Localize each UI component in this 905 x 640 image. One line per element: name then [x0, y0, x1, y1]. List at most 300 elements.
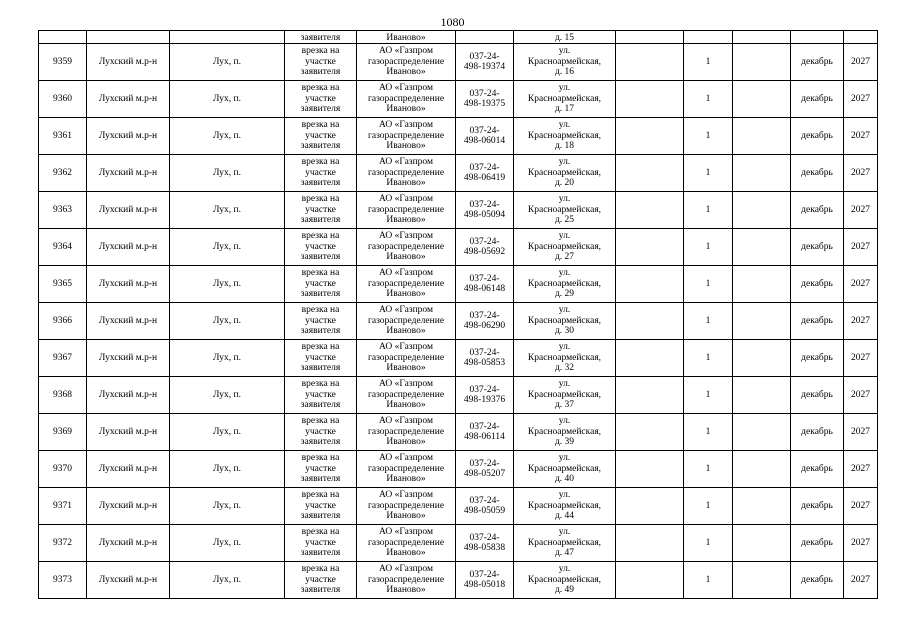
cell-count: 1 [684, 377, 733, 414]
cell-address-line: ул. [558, 453, 571, 464]
cell-district: Лухский м.р-н [87, 266, 170, 303]
cell-work [285, 266, 357, 303]
cell-address-line: Красноармейская, [527, 93, 602, 104]
cell-locality: Лух, п. [170, 340, 285, 377]
continuation-row [39, 31, 878, 44]
table-row [39, 562, 878, 599]
cell-address [514, 451, 616, 488]
cell-count [684, 31, 733, 44]
cell-address-line: ул. [558, 527, 571, 538]
cell-address-line: ул. [558, 194, 571, 205]
cell-district [87, 31, 170, 44]
table-row [39, 488, 878, 525]
cell-empty [616, 377, 684, 414]
cell-work-line: врезка на [301, 46, 340, 57]
cell-work-line: заявителя [300, 326, 341, 337]
cell-empty [616, 192, 684, 229]
cell-count: 1 [684, 451, 733, 488]
cell-code [456, 266, 514, 303]
cell-code [456, 155, 514, 192]
cell-org [357, 303, 456, 340]
cell-work-line: заявителя [300, 548, 341, 559]
cell-address: д. 15 [514, 31, 616, 44]
cell-work-line: врезка на [301, 231, 340, 242]
cell-year: 2027 [844, 562, 878, 599]
cell-district: Лухский м.р-н [87, 451, 170, 488]
cell-month: декабрь [791, 451, 844, 488]
cell-address [514, 303, 616, 340]
cell-locality: Лух, п. [170, 192, 285, 229]
cell-work-line: врезка на [301, 157, 340, 168]
cell-district: Лухский м.р-н [87, 340, 170, 377]
cell-empty [733, 192, 791, 229]
cell-work-line: заявителя [300, 215, 341, 226]
cell-district: Лухский м.р-н [87, 377, 170, 414]
cell-org-line: газораспределение [367, 574, 445, 585]
cell-work-line: врезка на [301, 342, 340, 353]
cell-work-line: врезка на [301, 527, 340, 538]
cell-org-line: АО «Газпром [378, 453, 433, 464]
cell-year: 2027 [844, 377, 878, 414]
cell-address-line: ул. [558, 342, 571, 353]
cell-address [514, 81, 616, 118]
cell-locality: Лух, п. [170, 562, 285, 599]
cell-code-line: 498-05853 [463, 358, 506, 368]
cell-address [514, 229, 616, 266]
cell-work [285, 488, 357, 525]
cell-address-line: Красноармейская, [527, 537, 602, 548]
cell-month: декабрь [791, 81, 844, 118]
cell-district: Лухский м.р-н [87, 118, 170, 155]
cell-work-line: заявителя [300, 178, 341, 189]
cell-address-line: д. 47 [554, 548, 575, 559]
cell-org-line: газораспределение [367, 56, 445, 67]
cell-code [456, 44, 514, 81]
cell-org-line: АО «Газпром [378, 194, 433, 205]
cell-work-line: участке [305, 241, 336, 252]
cell-work [285, 81, 357, 118]
cell-work-line: участке [305, 130, 336, 141]
table-row [39, 229, 878, 266]
cell-address-line: ул. [558, 564, 571, 575]
cell-code-line: 037-24- [469, 421, 500, 432]
cell-address-line: д. 30 [554, 326, 575, 337]
cell-work [285, 303, 357, 340]
cell-work [285, 229, 357, 266]
cell-address-line: ул. [558, 416, 571, 427]
cell-org-line: АО «Газпром [378, 342, 433, 353]
table-row [39, 451, 878, 488]
cell-work-line: участке [305, 167, 336, 178]
cell-work-line: заявителя [300, 585, 341, 596]
cell-org [357, 155, 456, 192]
cell-org [357, 525, 456, 562]
cell-code-line: 498-05838 [463, 543, 506, 553]
cell-org-line: АО «Газпром [378, 564, 433, 575]
cell-code [456, 488, 514, 525]
cell-empty [733, 340, 791, 377]
cell-work: заявителя [285, 31, 357, 44]
cell-locality [170, 31, 285, 44]
cell-month: декабрь [791, 44, 844, 81]
cell-org-line: АО «Газпром [378, 231, 433, 242]
cell-month: декабрь [791, 562, 844, 599]
cell-work-line: заявителя [300, 289, 341, 300]
cell-empty [733, 414, 791, 451]
cell-work-line: врезка на [301, 194, 340, 205]
cell-locality: Лух, п. [170, 81, 285, 118]
cell-locality: Лух, п. [170, 525, 285, 562]
cell-address-line: ул. [558, 379, 571, 390]
cell-work-line: участке [305, 500, 336, 511]
cell-month: декабрь [791, 266, 844, 303]
cell-locality: Лух, п. [170, 266, 285, 303]
cell-work-line: заявителя [300, 252, 341, 263]
cell-num: 9364 [39, 229, 87, 266]
cell-org [357, 340, 456, 377]
cell-address [514, 118, 616, 155]
cell-address-line: ул. [558, 83, 571, 94]
cell-code [456, 414, 514, 451]
cell-code-line: 037-24- [469, 162, 500, 173]
cell-address-line: Красноармейская, [527, 241, 602, 252]
cell-code-line: 498-05018 [463, 580, 506, 590]
cell-org-line: Иваново» [386, 178, 426, 189]
cell-org [357, 562, 456, 599]
cell-address [514, 525, 616, 562]
cell-address-line: Красноармейская, [527, 56, 602, 67]
cell-code-line: 498-05059 [463, 506, 506, 516]
cell-district: Лухский м.р-н [87, 44, 170, 81]
cell-address-line: Красноармейская, [527, 500, 602, 511]
cell-org: Иваново» [357, 31, 456, 44]
cell-year: 2027 [844, 118, 878, 155]
cell-work-line: заявителя [300, 511, 341, 522]
cell-org-line: газораспределение [367, 130, 445, 141]
cell-count: 1 [684, 562, 733, 599]
cell-month: декабрь [791, 303, 844, 340]
page-number: 1080 [440, 15, 465, 29]
cell-org-line: АО «Газпром [378, 527, 433, 538]
table-row [39, 44, 878, 81]
cell-org-line: Иваново» [386, 252, 426, 263]
cell-empty [616, 44, 684, 81]
cell-org-line: АО «Газпром [378, 268, 433, 279]
cell-address-line: д. 27 [554, 252, 575, 263]
cell-address-line: Красноармейская, [527, 574, 602, 585]
cell-work [285, 451, 357, 488]
cell-locality: Лух, п. [170, 451, 285, 488]
cell-year: 2027 [844, 488, 878, 525]
cell-org-line: АО «Газпром [378, 305, 433, 316]
cell-org-line: газораспределение [367, 93, 445, 104]
cell-address-line: Красноармейская, [527, 130, 602, 141]
cell-code [456, 340, 514, 377]
cell-empty [733, 229, 791, 266]
cell-work-line: заявителя [300, 400, 341, 411]
table-row [39, 377, 878, 414]
cell-code-line: 498-19374 [463, 62, 506, 72]
cell-num: 9373 [39, 562, 87, 599]
cell-empty [616, 155, 684, 192]
cell-org-line: АО «Газпром [378, 83, 433, 94]
cell-code-line: 037-24- [469, 495, 500, 506]
cell-address [514, 377, 616, 414]
cell-code-line: 037-24- [469, 236, 500, 247]
cell-code [456, 229, 514, 266]
cell-count: 1 [684, 525, 733, 562]
cell-code-line: 037-24- [469, 88, 500, 99]
cell-org-line: Иваново» [386, 289, 426, 300]
cell-address-line: д. 16 [554, 67, 575, 78]
cell-work [285, 155, 357, 192]
cell-address-line: ул. [558, 268, 571, 279]
cell-org-line: газораспределение [367, 278, 445, 289]
cell-code-line: 498-06419 [463, 173, 506, 183]
cell-org [357, 266, 456, 303]
cell-num: 9365 [39, 266, 87, 303]
cell-num: 9361 [39, 118, 87, 155]
cell-year: 2027 [844, 340, 878, 377]
cell-org-line: Иваново» [386, 326, 426, 337]
cell-empty [616, 31, 684, 44]
cell-locality: Лух, п. [170, 155, 285, 192]
cell-empty [616, 451, 684, 488]
cell-work-line: участке [305, 426, 336, 437]
cell-month: декабрь [791, 525, 844, 562]
cell-count: 1 [684, 340, 733, 377]
cell-code [456, 81, 514, 118]
cell-address-line: д. 18 [554, 141, 575, 152]
cell-address-line: Красноармейская, [527, 167, 602, 178]
table-row [39, 118, 878, 155]
cell-num: 9362 [39, 155, 87, 192]
cell-locality: Лух, п. [170, 488, 285, 525]
cell-address-line: ул. [558, 231, 571, 242]
cell-num: 9366 [39, 303, 87, 340]
cell-address-line: д. 40 [554, 474, 575, 485]
cell-code [456, 118, 514, 155]
cell-address-line: д. 29 [554, 289, 575, 300]
cell-code-line: 498-05207 [463, 469, 506, 479]
cell-address [514, 488, 616, 525]
cell-org-line: АО «Газпром [378, 46, 433, 57]
cell-locality: Лух, п. [170, 377, 285, 414]
cell-work [285, 525, 357, 562]
cell-district: Лухский м.р-н [87, 562, 170, 599]
cell-code-line: 037-24- [469, 125, 500, 136]
table-row [39, 81, 878, 118]
cell-month: декабрь [791, 118, 844, 155]
cell-locality: Лух, п. [170, 229, 285, 266]
register-table [38, 30, 878, 599]
cell-org-line: Иваново» [386, 511, 426, 522]
cell-year: 2027 [844, 303, 878, 340]
cell-month: декабрь [791, 192, 844, 229]
cell-num: 9359 [39, 44, 87, 81]
cell-count: 1 [684, 266, 733, 303]
cell-empty [616, 340, 684, 377]
cell-year: 2027 [844, 266, 878, 303]
cell-org-line: газораспределение [367, 500, 445, 511]
cell-address-line: ул. [558, 46, 571, 57]
cell-work-line: врезка на [301, 268, 340, 279]
cell-org-line: газораспределение [367, 167, 445, 178]
cell-org-line: газораспределение [367, 537, 445, 548]
cell-org-line: газораспределение [367, 426, 445, 437]
cell-code-line: 037-24- [469, 51, 500, 62]
cell-org-line: Иваново» [386, 400, 426, 411]
cell-year: 2027 [844, 229, 878, 266]
cell-empty [733, 451, 791, 488]
cell-num: 9370 [39, 451, 87, 488]
cell-code-line: 037-24- [469, 310, 500, 321]
cell-empty [733, 266, 791, 303]
cell-district: Лухский м.р-н [87, 488, 170, 525]
cell-work-line: заявителя [300, 437, 341, 448]
cell-empty [733, 31, 791, 44]
cell-count: 1 [684, 488, 733, 525]
cell-code-line: 037-24- [469, 347, 500, 358]
cell-org-line: газораспределение [367, 463, 445, 474]
cell-address [514, 266, 616, 303]
cell-address-line: д. 20 [554, 178, 575, 189]
cell-code-line: 037-24- [469, 199, 500, 210]
cell-code [456, 451, 514, 488]
cell-month: декабрь [791, 229, 844, 266]
cell-year: 2027 [844, 451, 878, 488]
cell-org-line: газораспределение [367, 352, 445, 363]
cell-org-line: газораспределение [367, 389, 445, 400]
cell-code [456, 192, 514, 229]
cell-work [285, 414, 357, 451]
cell-work-line: заявителя [300, 141, 341, 152]
cell-code-line: 037-24- [469, 458, 500, 469]
cell-locality: Лух, п. [170, 44, 285, 81]
cell-address-line: Красноармейская, [527, 204, 602, 215]
cell-org [357, 229, 456, 266]
cell-code-line: 037-24- [469, 569, 500, 580]
cell-code-line: 498-05094 [463, 210, 506, 220]
cell-address-line: д. 32 [554, 363, 575, 374]
cell-work-line: заявителя [300, 67, 341, 78]
cell-address [514, 340, 616, 377]
cell-code-line: 498-06114 [464, 432, 505, 442]
cell-month: декабрь [791, 488, 844, 525]
cell-empty [733, 377, 791, 414]
cell-org [357, 414, 456, 451]
cell-work [285, 562, 357, 599]
cell-work-line: врезка на [301, 83, 340, 94]
cell-year: 2027 [844, 192, 878, 229]
cell-code [456, 377, 514, 414]
cell-org-line: АО «Газпром [378, 416, 433, 427]
cell-empty [616, 562, 684, 599]
cell-work-line: врезка на [301, 120, 340, 131]
cell-num: 9371 [39, 488, 87, 525]
cell-work-line: участке [305, 93, 336, 104]
cell-num: 9368 [39, 377, 87, 414]
cell-count: 1 [684, 414, 733, 451]
cell-num [39, 31, 87, 44]
cell-org-line: АО «Газпром [378, 157, 433, 168]
cell-org-line: газораспределение [367, 315, 445, 326]
cell-address-line: ул. [558, 157, 571, 168]
table-row [39, 266, 878, 303]
cell-work-line: врезка на [301, 453, 340, 464]
cell-org-line: Иваново» [386, 104, 426, 115]
cell-org-line: Иваново» [386, 67, 426, 78]
cell-address-line: ул. [558, 490, 571, 501]
cell-month: декабрь [791, 377, 844, 414]
table-row [39, 192, 878, 229]
cell-empty [616, 525, 684, 562]
cell-empty [616, 229, 684, 266]
cell-address-line: д. 39 [554, 437, 575, 448]
cell-month: декабрь [791, 414, 844, 451]
cell-org [357, 488, 456, 525]
cell-work [285, 377, 357, 414]
cell-year: 2027 [844, 44, 878, 81]
cell-address-line: д. 17 [554, 104, 575, 115]
cell-org-line: Иваново» [386, 585, 426, 596]
cell-locality: Лух, п. [170, 118, 285, 155]
cell-district: Лухский м.р-н [87, 303, 170, 340]
cell-empty [616, 303, 684, 340]
cell-address-line: д. 37 [554, 400, 575, 411]
cell-address [514, 414, 616, 451]
cell-address [514, 44, 616, 81]
table-row [39, 340, 878, 377]
cell-count: 1 [684, 44, 733, 81]
cell-work-line: участке [305, 389, 336, 400]
cell-work-line: участке [305, 463, 336, 474]
cell-year [844, 31, 878, 44]
cell-district: Лухский м.р-н [87, 155, 170, 192]
cell-empty [616, 266, 684, 303]
cell-work-line: заявителя [300, 363, 341, 374]
cell-count: 1 [684, 81, 733, 118]
cell-work-line: врезка на [301, 490, 340, 501]
cell-address [514, 562, 616, 599]
table-row [39, 525, 878, 562]
cell-district: Лухский м.р-н [87, 525, 170, 562]
table-body [39, 31, 878, 599]
cell-count: 1 [684, 192, 733, 229]
cell-org-line: Иваново» [386, 437, 426, 448]
cell-code-line: 498-05692 [463, 247, 506, 257]
cell-work-line: врезка на [301, 305, 340, 316]
cell-org [357, 44, 456, 81]
cell-address-line: Красноармейская, [527, 389, 602, 400]
cell-empty [616, 488, 684, 525]
cell-year: 2027 [844, 525, 878, 562]
cell-code-line: 498-06014 [463, 136, 506, 146]
cell-org-line: АО «Газпром [378, 490, 433, 501]
cell-code [456, 562, 514, 599]
cell-work [285, 44, 357, 81]
cell-code [456, 31, 514, 44]
cell-work [285, 192, 357, 229]
cell-month [791, 31, 844, 44]
cell-num: 9363 [39, 192, 87, 229]
cell-address-line: Красноармейская, [527, 278, 602, 289]
cell-org [357, 81, 456, 118]
cell-address-line: д. 25 [554, 215, 575, 226]
cell-work-line: врезка на [301, 379, 340, 390]
cell-work-line: участке [305, 315, 336, 326]
cell-org-line: Иваново» [386, 474, 426, 485]
